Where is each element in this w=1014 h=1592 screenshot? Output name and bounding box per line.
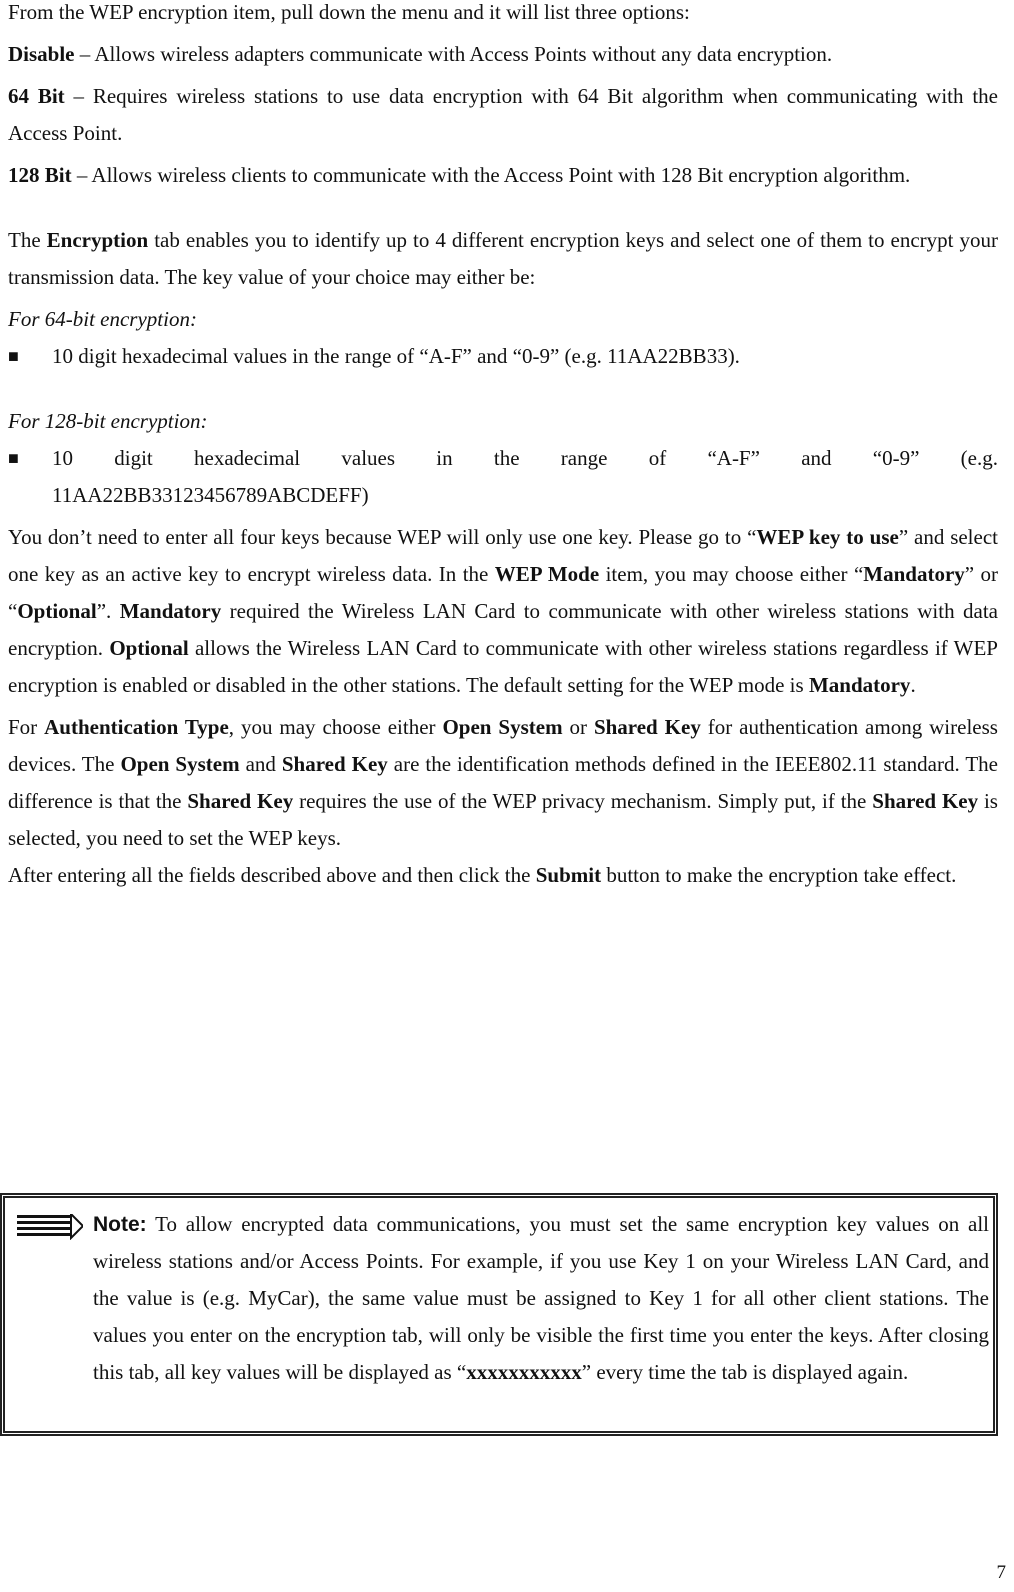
- text-run: and: [239, 752, 282, 776]
- option-desc: – Allows wireless clients to communicate with the Access Point with 128 Bit encryption algorithm.: [71, 163, 911, 187]
- text-run: item, you may choose either “: [599, 562, 864, 586]
- text-run: The: [8, 228, 47, 252]
- text-run: You don’t need to enter all four keys because WEP will only use one key. Please go to “: [8, 525, 757, 549]
- option-desc: – Allows wireless adapters communicate with Access Points without any data encryption.: [74, 42, 833, 66]
- option-128bit: [8, 157, 998, 194]
- authentication-paragraph: [8, 709, 998, 857]
- bullet-text-block: [52, 440, 998, 514]
- text-run: allows the Wireless LAN Card to communicate with other wireless stations regardless if WEP encryption is enabled or disabled in the other stations. The default setting for the WEP mode is: [8, 636, 998, 697]
- intro-text: From the WEP encryption item, pull down the menu and it will list three options:: [8, 0, 690, 24]
- italic-heading: For 128-bit encryption:: [8, 409, 208, 433]
- option-disable: [8, 36, 998, 73]
- text-run: tab enables you to identify up to 4 different encryption keys and select one of them to encrypt your transmission data. The key value of your choice may either be:: [8, 228, 998, 289]
- for128-heading: [8, 403, 998, 440]
- text-run: are the identification methods defined in the IEEE802.11 standard. The difference is that the: [8, 752, 998, 813]
- bold-run: Submit: [535, 863, 602, 887]
- bold-run: Mandatory: [119, 599, 222, 623]
- option-term: Disable: [8, 42, 75, 66]
- bold-run: Shared Key: [187, 789, 294, 813]
- text-run: for authentication among wireless devices. The: [8, 715, 998, 776]
- option-desc: – Requires wireless stations to use data encryption with 64 Bit algorithm when communicating with the Access Point.: [8, 84, 998, 145]
- bold-run: xxxxxxxxxxx: [466, 1360, 582, 1384]
- bullet-text-line: 10 digit hexadecimal values in the range of “A-F” and “0-9” (e.g.: [52, 446, 998, 470]
- text-run: requires the use of the WEP privacy mechanism. Simply put, if the: [293, 789, 873, 813]
- bold-run: Mandatory: [863, 562, 965, 586]
- text-run: , you may choose either: [228, 715, 443, 739]
- list-item: [8, 338, 998, 375]
- submit-paragraph: [8, 857, 998, 894]
- bullet-square-icon: ■: [8, 346, 19, 366]
- italic-heading: For 64-bit encryption:: [8, 307, 197, 331]
- option-64bit: [8, 78, 998, 152]
- bullet-text-line: 11AA22BB33123456789ABCDEFF): [52, 483, 369, 507]
- bold-run: Shared Key: [281, 752, 388, 776]
- note-box: [0, 1193, 998, 1436]
- list-item: [8, 440, 998, 514]
- text-run: ” every time the tab is displayed again.: [581, 1360, 909, 1384]
- bold-run: Shared Key: [593, 715, 701, 739]
- text-run: ” or “: [8, 562, 999, 623]
- bold-run: Open System: [442, 715, 563, 739]
- option-term: 128 Bit: [8, 163, 72, 187]
- bold-run: Authentication Type: [44, 715, 229, 739]
- bold-run: Mandatory: [808, 673, 911, 697]
- note-arrow-icon: [17, 1214, 83, 1240]
- bold-run: WEP key to use: [756, 525, 899, 549]
- text-run: is selected, you need to set the WEP keys.: [8, 789, 998, 850]
- bold-run: Open System: [120, 752, 240, 776]
- page-number: 7: [996, 1562, 1006, 1583]
- text-run: For: [8, 715, 45, 739]
- document-page: [8, 0, 998, 894]
- text-run: ”.: [96, 599, 120, 623]
- text-run: To allow encrypted data communications, you must set the same encryption key values on all wireless stations and/or Access Points. For example, if you use Key 1 on your Wireless LAN Card, and the value is (e.g. MyCar), the same value must be assigned to Key 1 for all other client stations. The values you enter on the encryption tab, will only be visible the first time you enter the keys. After closing this tab, all key values will be displayed as “: [93, 1212, 989, 1384]
- bullet-square-icon: ■: [8, 448, 19, 468]
- option-term: 64 Bit: [8, 84, 65, 108]
- text-run: ” and select one key as an active key to encrypt wireless data. In the: [8, 525, 998, 586]
- bold-run: Optional: [109, 636, 189, 660]
- wep-mode-paragraph: [8, 519, 998, 704]
- encryption-tab-text: [8, 222, 998, 296]
- text-run: After entering all the fields described above and then click the: [8, 863, 536, 887]
- bold-run: Encryption: [46, 228, 149, 252]
- text-run: or: [562, 715, 594, 739]
- for64-heading: [8, 301, 998, 338]
- note-label: Note:: [93, 1213, 147, 1236]
- text-run: required the Wireless LAN Card to communicate with other wireless stations with data encryption.: [8, 599, 998, 660]
- text-run: .: [910, 673, 916, 697]
- bullet-text: 10 digit hexadecimal values in the range of “A-F” and “0-9” (e.g. 11AA22BB33).: [52, 344, 740, 368]
- text-run: button to make the encryption take effect.: [601, 863, 957, 887]
- bold-run: WEP Mode: [494, 562, 600, 586]
- bold-run: Shared Key: [872, 789, 979, 813]
- bold-run: Optional: [17, 599, 97, 623]
- note-text: [93, 1206, 989, 1391]
